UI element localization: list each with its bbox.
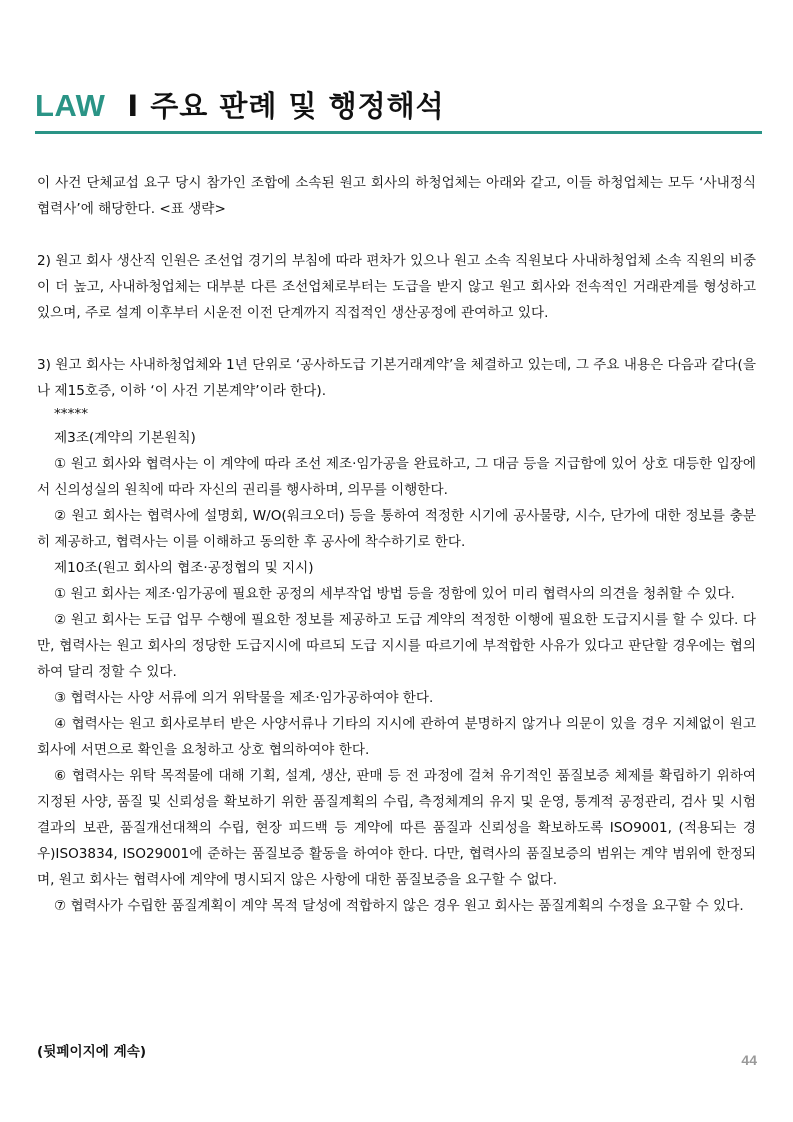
continued-note: (뒷페이지에 계속): [37, 1044, 147, 1060]
article-10-clause-6: ⑥ 협력사는 위탁 목적물에 대해 기획, 설계, 생산, 판매 등 전 과정에 걸쳐 유기적인 품질보증 체제를 확립하기 위하여 지정된 사양, 품질 및 신뢰성을 확보하기 위한 품질계획의 수립, 측정체계의 유지 및 운영, 통계적 공정관리, 검사 및 시험결과의 보관, 품질개선대책의 수립, 현장 피드백 등 계약에 따른 품질과 신뢰성을 확보하도록 ISO9001, (적용되는 경우)ISO3834, ISO29001에 준하는 품질보증 활동을 하여야 한다. 다만, 협력사의 품질보증의 범위는 계약 범위에 한정되며, 원고 회사는 협력사에 계약에 명시되지 않은 사항에 대한 품질보증을 요구할 수 없다.: [37, 768, 757, 888]
paragraph-3: 3) 원고 회사는 사내하청업체와 1년 단위로 ‘공사하도급 기본거래계약’을 체결하고 있는데, 그 주요 내용은 다음과 같다(을나 제15호증, 이하 ‘이 사건 기본계약’이라 한다).: [37, 357, 756, 399]
spacer: [37, 222, 756, 248]
paragraph-2: 2) 원고 회사 생산직 인원은 조선업 경기의 부침에 따라 편차가 있으나 원고 소속 직원보다 사내하청업체 소속 직원의 비중이 더 높고, 사내하청업체는 대부분 다른 조선업체로부터는 도급을 받지 않고 원고 회사와 전속적인 거래관계를 형성하고 있으며, 주로 설계 이후부터 시운전 이전 단계까지 직접적인 생산공정에 관여하고 있다.: [37, 253, 756, 321]
article-3-title: 제3조(계약의 기본원칙): [54, 430, 196, 446]
article-3-clause-1: ① 원고 회사와 협력사는 이 계약에 따라 조선 제조·임가공을 완료하고, 그 대금 등을 지급함에 있어 상호 대등한 입장에서 신의성실의 원칙에 따라 자신의 권리를 행사하며, 의무를 이행한다.: [37, 456, 756, 498]
spacer: [37, 326, 756, 352]
section-label: LAW: [35, 88, 106, 123]
page-number: 44: [741, 1052, 757, 1068]
page-header: [35, 84, 445, 125]
page-title: I 주요 판례 및 행정해석: [127, 89, 445, 123]
article-3-clause-2: ② 원고 회사는 협력사에 설명회, W/O(워크오더) 등을 통하여 적정한 시기에 공사물량, 시수, 단가에 대한 정보를 충분히 제공하고, 협력사는 이를 이해하고 동의한 후 공사에 착수하기로 한다.: [37, 508, 756, 550]
document-body: [37, 170, 756, 919]
article-10-clause-1: ① 원고 회사는 제조·임가공에 필요한 공정의 세부작업 방법 등을 정함에 있어 미리 협력사의 의견을 청취할 수 있다.: [54, 586, 735, 602]
separator-stars: *****: [54, 406, 88, 422]
article-10-clause-4: ④ 협력사는 원고 회사로부터 받은 사양서류나 기타의 지시에 관하여 분명하지 않거나 의문이 있을 경우 지체없이 원고 회사에 서면으로 확인을 요청하고 상호 협의하여야 한다.: [37, 716, 756, 758]
article-10-title: 제10조(원고 회사의 협조·공정협의 및 지시): [54, 560, 314, 576]
article-10-clause-3: ③ 협력사는 사양 서류에 의거 위탁물을 제조·임가공하여야 한다.: [54, 690, 434, 706]
paragraph-intro: 이 사건 단체교섭 요구 당시 참가인 조합에 소속된 원고 회사의 하청업체는 아래와 같고, 이들 하청업체는 모두 ‘사내정식협력사’에 해당한다. <표 생략>: [37, 175, 756, 217]
header-divider: [35, 131, 762, 134]
article-10-clause-2: ② 원고 회사는 도급 업무 수행에 필요한 정보를 제공하고 도급 계약의 적정한 이행에 필요한 도급지시를 할 수 있다. 다만, 협력사는 원고 회사의 정당한 도급지시에 따르되 도급 지시를 따르기에 부적합한 사유가 있다고 판단할 경우에는 협의하여 달리 정할 수 있다.: [37, 612, 756, 680]
article-10-clause-7: ⑦ 협력사가 수립한 품질계획이 계약 목적 달성에 적합하지 않은 경우 원고 회사는 품질계획의 수정을 요구할 수 있다.: [54, 898, 744, 914]
